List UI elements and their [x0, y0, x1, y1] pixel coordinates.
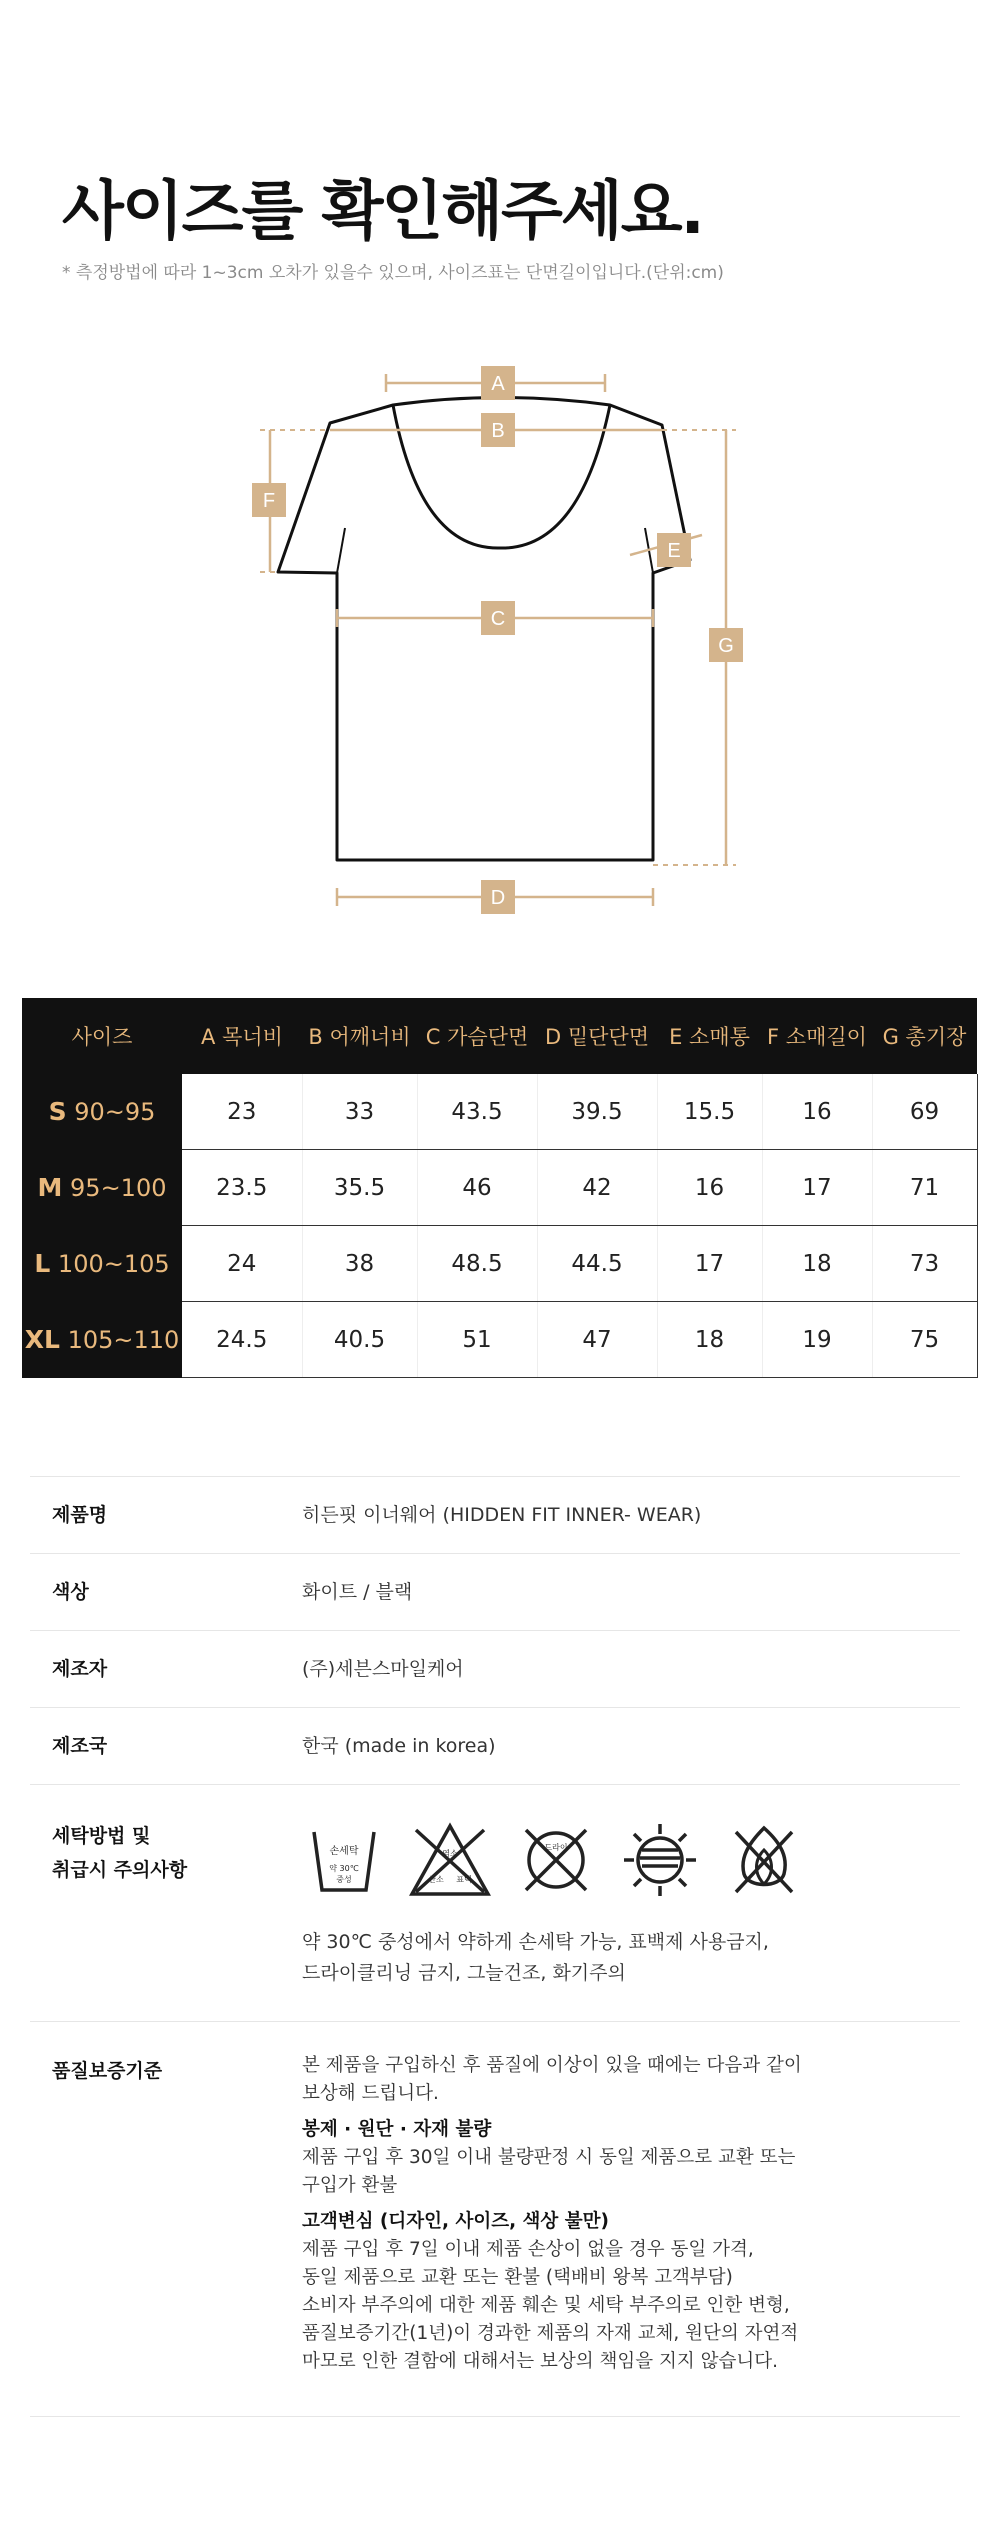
guarantee-line: 품질보증기간(1년)이 경과한 제품의 자재 교체, 원단의 자연적	[302, 2323, 799, 2344]
cell: 48.5	[417, 1226, 537, 1302]
svg-text:드라이: 드라이	[544, 1843, 568, 1852]
cell: 17	[762, 1150, 872, 1226]
cell: 18	[762, 1226, 872, 1302]
header-a: A 목너비	[182, 998, 302, 1074]
cell: 39.5	[537, 1074, 657, 1150]
label-g-box	[709, 628, 743, 662]
cell: 23.5	[182, 1150, 302, 1226]
measure-guides	[260, 430, 736, 865]
info-value: 한국 (made in korea)	[302, 1735, 496, 1757]
cell: 24.5	[182, 1302, 302, 1378]
header-size: 사이즈	[22, 998, 182, 1074]
table-row	[22, 1302, 977, 1378]
cell: 71	[872, 1150, 977, 1226]
cell: 18	[657, 1302, 762, 1378]
guarantee-line: 보상해 드립니다.	[302, 2083, 439, 2104]
info-row-maker	[30, 1630, 960, 1707]
label-g: G	[718, 635, 734, 657]
care-label-line: 세탁방법 및	[52, 1825, 151, 1847]
header-f: F 소매길이	[762, 998, 872, 1074]
svg-text:산소: 산소	[428, 1875, 444, 1884]
svg-text:손세탁: 손세탁	[329, 1846, 359, 1857]
cell: 47	[537, 1302, 657, 1378]
no-dryclean-icon	[520, 1822, 592, 1898]
label-a-box	[481, 366, 515, 400]
cell: 35.5	[302, 1150, 417, 1226]
no-bleach-icon	[408, 1822, 492, 1898]
label-a: A	[491, 373, 505, 395]
defect-title: 봉제 · 원단 · 자재 불량	[302, 2119, 492, 2140]
size-cell	[22, 1302, 182, 1378]
cell: 24	[182, 1226, 302, 1302]
size-range: 105~110	[67, 1326, 180, 1354]
page-title: 사이즈를 확인해주세요.	[62, 175, 703, 249]
info-row-care	[30, 1784, 960, 2021]
table-row	[22, 1226, 977, 1302]
guarantee-line: 마모로 인한 결함에 대해서는 보상의 책임을 지지 않습니다.	[302, 2351, 778, 2372]
guarantee-line: 제품 구입 후 30일 이내 불량판정 시 동일 제품으로 교환 또는	[302, 2147, 796, 2168]
size-code: XL	[24, 1325, 60, 1354]
size-cell	[22, 1150, 182, 1226]
info-label: 품질보증기준	[52, 2060, 163, 2082]
guarantee-line: 동일 제품으로 교환 또는 환불 (택배비 왕복 고객부담)	[302, 2267, 733, 2288]
cell: 46	[417, 1150, 537, 1226]
size-table	[22, 998, 978, 1378]
info-label: 제조국	[52, 1735, 108, 1757]
cell: 17	[657, 1226, 762, 1302]
header-g: G 총기장	[872, 998, 977, 1074]
svg-text:중성: 중성	[336, 1875, 352, 1884]
info-row-guarantee	[30, 2021, 960, 2417]
info-value: 히든핏 이너웨어 (HIDDEN FIT INNER- WEAR)	[302, 1504, 702, 1526]
cell: 19	[762, 1302, 872, 1378]
measurement-note: * 측정방법에 따라 1~3cm 오차가 있을수 있으며, 사이즈표는 단면길이입니다.(단위:cm)	[62, 263, 724, 283]
change-title: 고객변심 (디자인, 사이즈, 색상 불만)	[302, 2211, 609, 2232]
cell: 38	[302, 1226, 417, 1302]
cell: 44.5	[537, 1226, 657, 1302]
tshirt-size-diagram	[0, 340, 1000, 930]
label-f-box	[252, 483, 286, 517]
hand-wash-icon	[308, 1824, 380, 1896]
care-text-line: 약 30℃ 중성에서 약하게 손세탁 가능, 표백제 사용금지,	[302, 1931, 769, 1953]
guarantee-line: 제품 구입 후 7일 이내 제품 손상이 없을 경우 동일 가격,	[302, 2239, 754, 2260]
guarantee-line: 소비자 부주의에 대한 제품 훼손 및 세탁 부주의로 인한 변형,	[302, 2295, 790, 2316]
svg-text:염소: 염소	[442, 1849, 458, 1858]
label-f: F	[262, 490, 276, 512]
care-icons	[308, 1815, 960, 1905]
cell: 73	[872, 1226, 977, 1302]
size-range: 95~100	[70, 1174, 167, 1202]
header-e: E 소매통	[657, 998, 762, 1074]
guarantee-line: 구입가 환불	[302, 2175, 398, 2196]
info-value: 화이트 / 블랙	[302, 1581, 413, 1603]
table-row	[22, 1074, 977, 1150]
cell: 43.5	[417, 1074, 537, 1150]
cell: 40.5	[302, 1302, 417, 1378]
cell: 75	[872, 1302, 977, 1378]
info-label: 색상	[52, 1581, 89, 1603]
guarantee-text	[302, 2022, 960, 2416]
care-label-line: 취급시 주의사항	[52, 1859, 188, 1881]
size-cell	[22, 1226, 182, 1302]
info-label: 제조자	[52, 1658, 108, 1680]
info-value: (주)세븐스마일케어	[302, 1658, 464, 1680]
info-row-country	[30, 1707, 960, 1784]
care-text-line: 드라이클리닝 금지, 그늘건조, 화기주의	[302, 1962, 626, 1984]
info-row-name	[30, 1476, 960, 1553]
header-d: D 밑단단면	[537, 998, 657, 1074]
label-b-box	[481, 413, 515, 447]
shade-dry-icon	[620, 1820, 700, 1900]
size-code: M	[37, 1173, 63, 1202]
label-c: C	[490, 608, 506, 630]
label-b: B	[491, 420, 505, 442]
size-range: 100~105	[57, 1250, 170, 1278]
svg-text:표백: 표백	[456, 1875, 472, 1884]
care-description	[302, 1927, 960, 1989]
header-c: C 가슴단면	[417, 998, 537, 1074]
label-e-box	[657, 533, 691, 567]
info-value	[302, 1785, 960, 2021]
cell: 16	[762, 1074, 872, 1150]
svg-text:약 30℃: 약 30℃	[329, 1864, 359, 1873]
no-fire-icon	[728, 1822, 800, 1898]
cell: 23	[182, 1074, 302, 1150]
label-d-box	[481, 880, 515, 914]
table-row	[22, 1150, 977, 1226]
cell: 16	[657, 1150, 762, 1226]
guarantee-line: 본 제품을 구입하신 후 품질에 이상이 있을 때에는 다음과 같이	[302, 2055, 802, 2076]
cell: 42	[537, 1150, 657, 1226]
size-cell	[22, 1074, 182, 1150]
cell: 51	[417, 1302, 537, 1378]
size-code: L	[34, 1249, 51, 1278]
info-label	[30, 1785, 302, 2021]
info-label: 제품명	[52, 1504, 108, 1526]
size-code: S	[48, 1097, 67, 1126]
cell: 15.5	[657, 1074, 762, 1150]
header-b: B 어깨너비	[302, 998, 417, 1074]
product-info-table	[30, 1476, 960, 2417]
cell: 33	[302, 1074, 417, 1150]
label-d: D	[490, 887, 506, 909]
info-row-color	[30, 1553, 960, 1630]
size-range: 90~95	[74, 1098, 156, 1126]
cell: 69	[872, 1074, 977, 1150]
label-e: E	[667, 540, 681, 562]
size-table-header	[22, 998, 977, 1074]
label-c-box	[481, 601, 515, 635]
